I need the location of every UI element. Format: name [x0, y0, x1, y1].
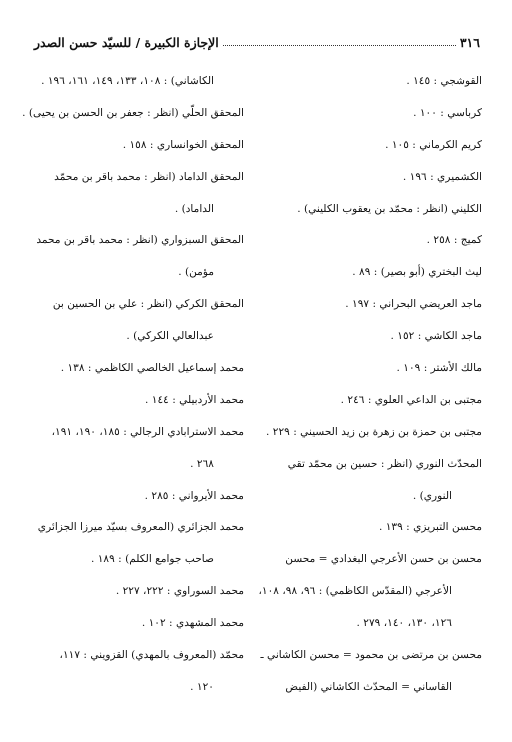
index-entry: محمد السوراوي : ٢٢٢، ٢٢٧ .: [115, 585, 244, 598]
index-entry: كرباسي : ١٠٠ .: [413, 106, 482, 119]
index-entry: محسن بن مرتضى بن محمود = محسن الكاشاني ـ: [260, 649, 482, 662]
index-entry: الكشميري : ١٩٦ .: [402, 170, 482, 183]
index-entry-continuation: ٢٦٨ .: [190, 457, 214, 470]
index-entry: ماجد الكاشي : ١٥٢ .: [390, 330, 482, 343]
index-entry: القوشجي : ١٤٥ .: [406, 75, 482, 87]
index-entry: محمد الأيرواني : ٢٨٥ .: [144, 489, 244, 502]
index-entry: محسن التبريزي : ١٣٩ .: [378, 521, 482, 534]
index-entry: مجتبى بن الداعي العلوي : ٢٤٦ .: [340, 393, 482, 406]
index-entry: ليث البختري (أبو بصير) : ٨٩ .: [352, 266, 482, 279]
index-entry-continuation: الكاشاني) : ١٠٨، ١٣٣، ١٤٩، ١٦١، ١٩٦ .: [41, 75, 214, 87]
page-header: [34, 32, 480, 50]
index-entry-continuation: الداماد) .: [174, 202, 214, 215]
index-entry-continuation: الأعرجي (المقدّس الكاظمي) : ٩٦، ٩٨، ١٠٨،: [258, 585, 452, 598]
index-entry: المحقق الخوانساري : ١٥٨ .: [122, 138, 244, 151]
index-entry: مالك الأشتر : ١٠٩ .: [396, 362, 482, 375]
index-entry-continuation: ١٢٦، ١٣٠، ١٤٠، ٢٧٩ .: [356, 617, 452, 630]
index-entry: المحقق الكركي (انظر : علي بن الحسين بن: [52, 298, 244, 311]
index-entry: محمد الجزائري (المعروف بسيّد ميرزا الجزائري: [37, 521, 244, 534]
index-entry-continuation: ١٢٠ .: [190, 680, 214, 693]
index-entry: محمد المشهدي : ١٠٢ .: [141, 617, 244, 630]
index-entry: المحقق الداماد (انظر : محمد باقر بن محمّد: [54, 170, 244, 183]
index-entry-continuation: عبدالعالي الكركي) .: [126, 330, 214, 343]
index-entry-continuation: مؤمن) .: [178, 266, 214, 279]
index-entry: المحقق السبزواري (انظر : محمد باقر بن محمد: [36, 234, 244, 247]
index-column-right: [258, 66, 482, 704]
index-entry: الكليني (انظر : محمّد بن يعقوب الكليني) .: [297, 202, 482, 215]
index-entry: محمد إسماعيل الخالصي الكاظمي : ١٣٨ .: [60, 362, 244, 375]
index-entry: المحقق الحلّي (انظر : جعفر بن الحسن بن يحيى) .: [22, 106, 244, 119]
index-entry: مجتبى بن حمزة بن زهرة بن زيد الحسيني : ٢٢٩ .: [266, 425, 482, 438]
index-entry-continuation: صاحب جوامع الكلم) : ١٨٩ .: [90, 553, 214, 566]
index-entry: كميج : ٢٥٨ .: [426, 234, 482, 247]
index-entry: محمّد (المعروف بالمهدي) القزويني : ١١٧،: [59, 649, 244, 662]
index-entry: محسن بن حسن الأعرجي البغدادي = محسن: [285, 553, 482, 566]
index-entry: محمد الاسترابادي الرجالي : ١٨٥، ١٩٠، ١٩١،: [51, 425, 244, 438]
index-entry-continuation: القاساني = المحدّث الكاشاني (الفيض: [285, 680, 452, 693]
index-entry: كريم الكرماني : ١٠٥ .: [385, 138, 482, 151]
index-entry: ماجد العريضي البحراني : ١٩٧ .: [345, 298, 482, 311]
index-entry: محمد الأردبيلي : ١٤٤ .: [145, 393, 244, 406]
index-entry: المحدّث النوري (انظر : حسين بن محمّد تقي: [287, 457, 482, 470]
index-column-left: [24, 66, 244, 704]
page-number: ٣١٦: [459, 35, 480, 50]
header-dotted-leader: [223, 44, 456, 46]
running-title: الإجازة الكبيرة / للسيّد حسن الصدر: [34, 35, 219, 50]
index-entry-continuation: النوري) .: [412, 489, 452, 502]
